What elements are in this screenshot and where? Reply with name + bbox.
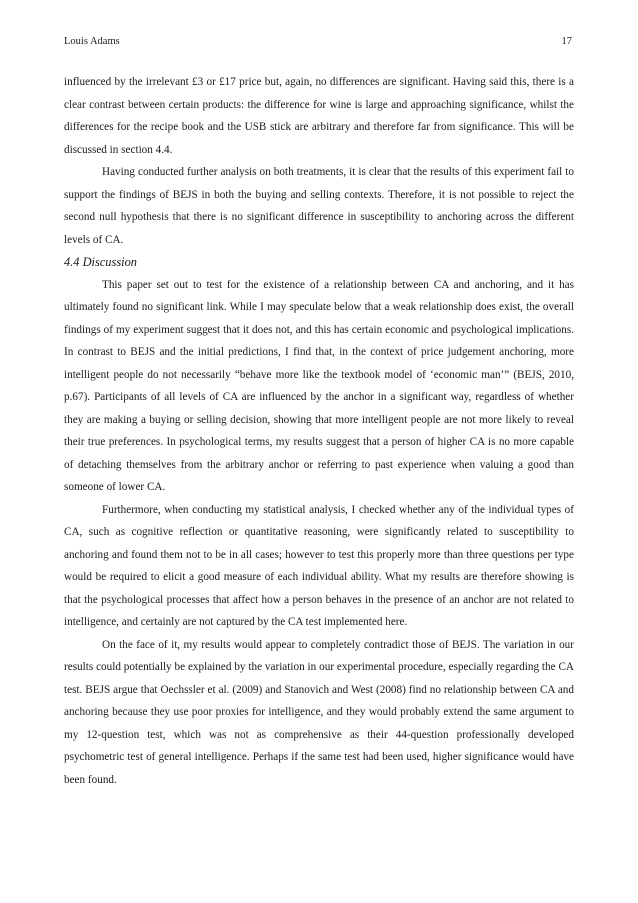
paragraph-5: On the face of it, my results would appear to completely contradict those of BEJS. The variation in our results could potentially be explained by the variation in our experimental procedure, especially regarding the CA test. BEJS argue that Oechssler et al. (2009) and Stanovich and West (2008) find no relationship between CA and anchoring because they use poor proxies for intelligence, and they would probably extend the same argument to my 12-question test, which was not as comprehensive as their 44-question professionally developed psychometric test of general intelligence. Perhaps if the same test had been used, higher significance would have been found. (64, 638, 574, 786)
section-heading: 4.4 Discussion (64, 255, 137, 269)
paragraph-1: influenced by the irrelevant £3 or £17 price but, again, no differences are significant. Having said this, there is a clear contrast between certain products: the difference for wine is large and approaching significance, whilst the differences for the recipe book and the USB stick are arbitrary and therefore far from significance. This will be discussed in section 4.4. (64, 76, 574, 156)
paragraph-3: This paper set out to test for the existence of a relationship between CA and anchoring, and it has ultimately found no significant link. While I may speculate below that a weak relationship does exist, the overall findings of my experiment suggest that it does not, and this has certain economic and psychological implications. In contrast to BEJS and the initial predictions, I find that, in the context of price judgement anchoring, more intelligent people do not necessarily “behave more like the textbook model of ‘economic man’” (BEJS, 2010, p.67). Participants of all levels of CA are influenced by the anchor in a significant way, regardless of whether they are making a buying or selling decision, showing that more intelligent people are not more likely to reveal their true preferences. In psychological terms, my results suggest that a person of higher CA is no more capable of detaching themselves from the arbitrary anchor or referring to past experience when valuing a good than someone of lower CA. (64, 278, 574, 493)
body-text (64, 71, 574, 791)
paragraph-2: Having conducted further analysis on both treatments, it is clear that the results of this experiment fail to support the findings of BEJS in both the buying and selling contexts. Therefore, it is not possible to reject the second null hypothesis that there is no significant difference in susceptibility to anchoring across the different levels of CA. (64, 166, 574, 246)
header-author: Louis Adams (64, 36, 120, 47)
paragraph-4: Furthermore, when conducting my statistical analysis, I checked whether any of the individual types of CA, such as cognitive reflection or quantitative reasoning, were significantly related to susceptibility to anchoring and found them not to be in all cases; however to test this properly more than three questions per type would be required to elicit a good measure of each individual ability. What my results are therefore showing is that the psychological processes that affect how a person behaves in the presence of an anchor are not related to intelligence, and certainly are not captured by the CA test implemented here. (64, 503, 574, 628)
header-page-number: 17 (561, 36, 572, 47)
running-header (64, 36, 572, 47)
